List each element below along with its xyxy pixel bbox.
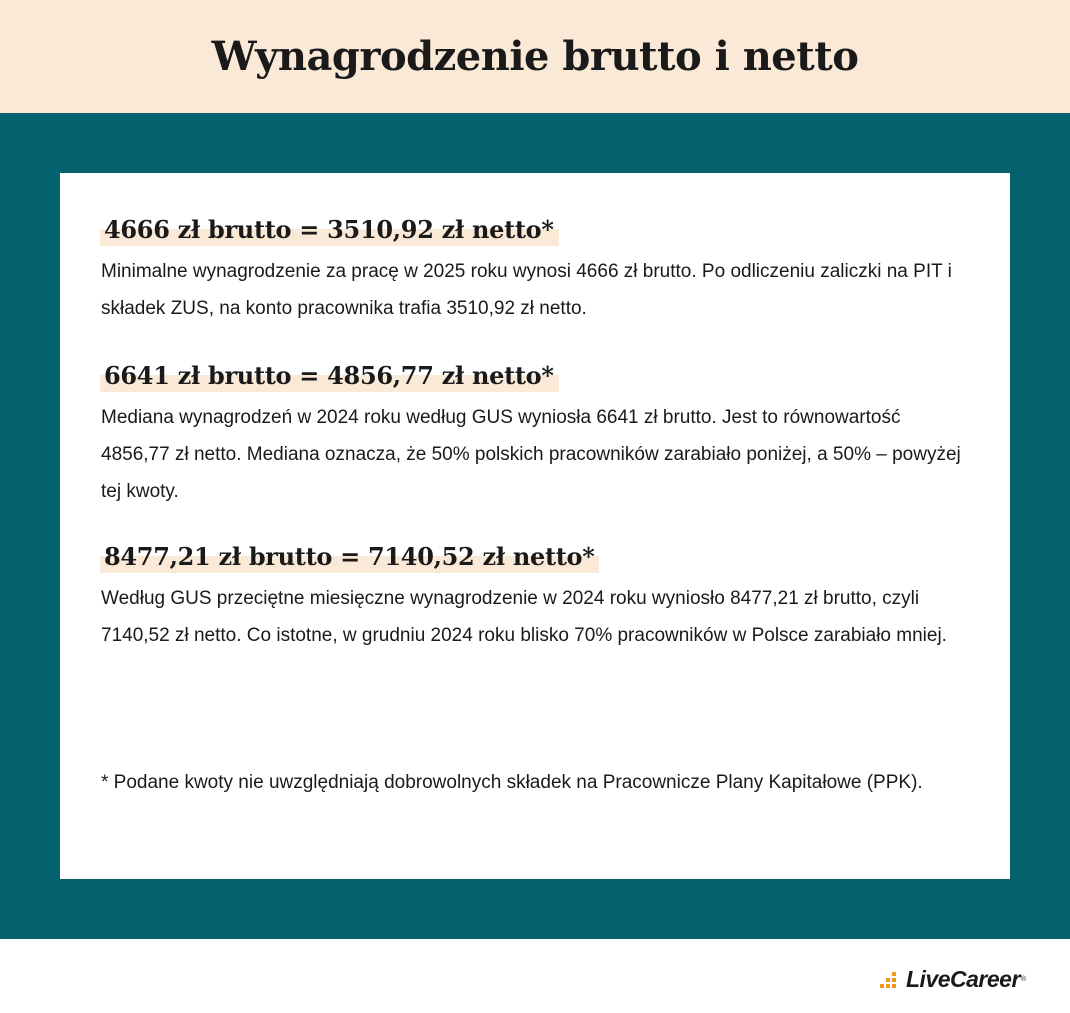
logo-trademark: ® <box>1020 976 1027 983</box>
section-heading: 4666 zł brutto = 3510,92 zł netto* <box>100 215 559 246</box>
logo-text: LiveCareer <box>906 966 1020 992</box>
section-text: Minimalne wynagrodzenie za pracę w 2025 roku wynosi 4666 zł brutto. Po odliczeniu zaliczki na PIT i składek ZUS, na konto pracownika trafia 3510,92 zł netto. <box>101 261 952 319</box>
footnote: * Podane kwoty nie uwzględniają dobrowolnych składek na Pracownicze Plany Kapitałowe (PPK). <box>101 772 923 793</box>
livecareer-logo <box>880 966 1026 993</box>
content-card <box>60 173 1010 879</box>
section-average-wage <box>101 542 961 654</box>
header-banner <box>0 0 1070 113</box>
section-text: Mediana wynagrodzeń w 2024 roku według GUS wyniosła 6641 zł brutto. Jest to równowartość 4856,77 zł netto. Mediana oznacza, że 50% polskich pracowników zarabiało poniżej, a 50% – powyżej tej kwoty. <box>101 407 961 502</box>
section-median-wage <box>101 361 961 510</box>
section-text: Według GUS przeciętne miesięczne wynagrodzenie w 2024 roku wyniosło 8477,21 zł brutto, czyli 7140,52 zł netto. Co istotne, w grudniu 2024 roku blisko 70% pracowników w Polsce zarabiało mniej. <box>101 588 947 646</box>
section-minimum-wage <box>101 215 961 327</box>
logo-dots-icon <box>880 971 904 989</box>
section-heading: 6641 zł brutto = 4856,77 zł netto* <box>100 361 559 392</box>
section-heading: 8477,21 zł brutto = 7140,52 zł netto* <box>100 542 599 573</box>
page-title: Wynagrodzenie brutto i netto <box>211 33 859 80</box>
